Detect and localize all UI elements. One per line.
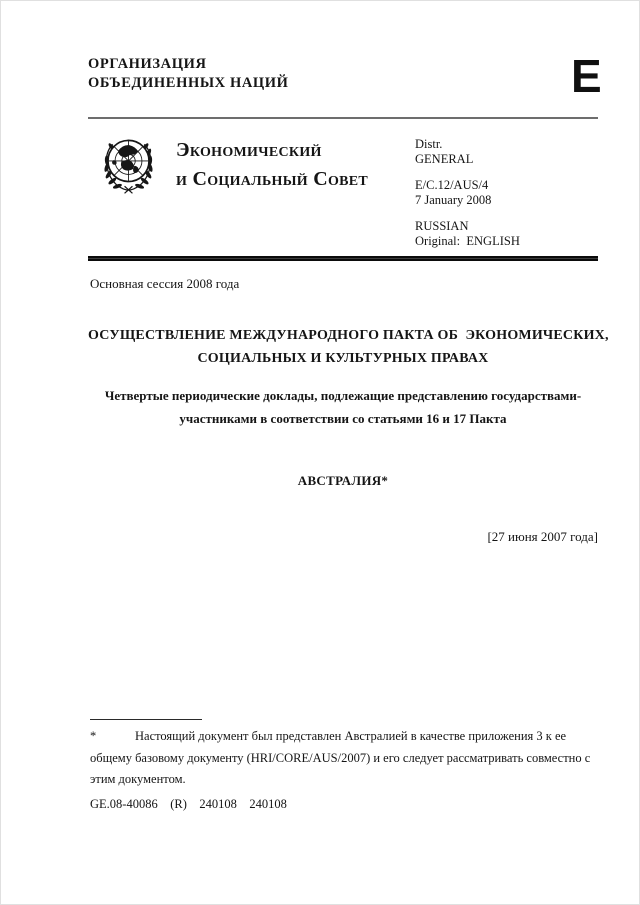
footnote-marker: * [90, 729, 97, 743]
document-title-line2: СОЦИАЛЬНЫХ И КУЛЬТУРНЫХ ПРАВАХ [197, 351, 489, 366]
doc-symbol: E/C.12/AUS/4 [415, 178, 489, 192]
council-name-line1: Экономический [176, 139, 322, 161]
country-heading: АВСТРАЛИЯ* [297, 473, 389, 488]
masthead-separator-bar [88, 256, 598, 261]
doc-original-language: Original: ENGLISH [415, 233, 520, 248]
distribution-block [415, 137, 520, 248]
footnote [90, 726, 592, 791]
footnote-text: Настоящий документ был представлен Австралией в качестве приложения 3 к ее общему базовому документу (HRI/CORE/AUS/2007) и его следует рассматривать совместно с этим документом. [90, 729, 591, 786]
document-title [88, 324, 609, 370]
distr-type: GENERAL [415, 151, 474, 166]
doc-date: 7 January 2008 [415, 192, 492, 207]
spacer [415, 166, 520, 178]
document-subtitle [88, 384, 598, 430]
document-series-letter: E [571, 50, 602, 102]
submission-date: [27 июня 2007 года] [487, 529, 598, 544]
org-name [88, 55, 289, 93]
council-name-line2: и Социальный Совет [176, 168, 369, 190]
header-divider [88, 117, 598, 119]
doc-id-line: GE.08-40086 (R) 240108 240108 [90, 797, 287, 811]
session-line: Основная сессия 2008 года [90, 276, 240, 291]
document-subtitle-line1: Четвертые периодические доклады, подлежащие представлению государствами- [104, 388, 582, 403]
council-name [176, 136, 368, 194]
document-subtitle-line2: участниками в соответствии со статьями 16 и 17 Пакта [179, 411, 507, 426]
un-emblem-icon [89, 127, 168, 206]
globe [108, 140, 149, 181]
document-title-line1: ОСУЩЕСТВЛЕНИЕ МЕЖДУНАРОДНОГО ПАКТА ОБ ЭКОНОМИЧЕСКИХ, [88, 328, 609, 343]
doc-language: RUSSIAN [415, 219, 469, 233]
org-name-line2: ОБЪЕДИНЕННЫХ НАЦИЙ [88, 75, 289, 91]
org-name-line1: ОРГАНИЗАЦИЯ [88, 56, 207, 72]
distr-label: Distr. [415, 137, 443, 151]
spacer [415, 207, 520, 219]
footnote-rule [90, 719, 202, 720]
